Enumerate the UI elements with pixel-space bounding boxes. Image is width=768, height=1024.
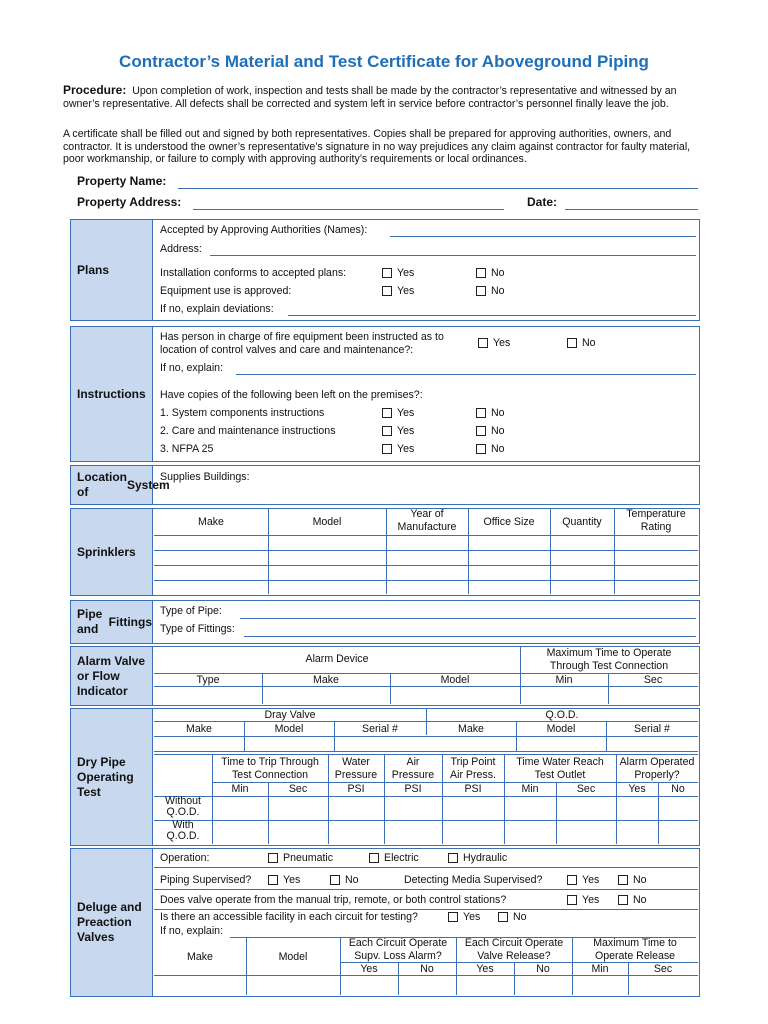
tp-2: Air Press.	[450, 768, 496, 781]
procedure-p1	[63, 84, 706, 110]
deluge-label-3: Valves	[77, 930, 115, 944]
instructed-ifno-label: If no, explain:	[160, 362, 224, 374]
dry-psi-1: PSI	[347, 783, 365, 795]
deviations-label: If no, explain deviations:	[160, 303, 274, 315]
detecting-label: Detecting Media Supervised?	[404, 874, 543, 886]
dry-sec-2: Sec	[576, 783, 596, 795]
dry-psi-3: PSI	[464, 783, 482, 795]
facility-no-checkbox[interactable]	[498, 912, 508, 922]
dry-model-2: Model	[546, 723, 576, 735]
dry-min-1: Min	[231, 783, 249, 795]
hydraulic-label: Hydraulic	[463, 852, 508, 864]
facility-yes-checkbox[interactable]	[448, 912, 458, 922]
copies-item-1: 1. System components instructions	[160, 407, 325, 419]
sprinklers-label: Sprinklers	[71, 509, 153, 595]
dry-serial-2: Serial #	[634, 723, 670, 735]
deluge-circuit-alarm-header	[340, 937, 456, 962]
item2-yes-checkbox[interactable]	[382, 426, 392, 436]
copies-item-2: 2. Care and maintenance instructions	[160, 425, 336, 437]
aop-2: Properly?	[634, 768, 680, 781]
copies-item-3: 3. NFPA 25	[160, 443, 214, 455]
trip-point-header	[442, 756, 504, 781]
manual-yes-checkbox[interactable]	[567, 895, 577, 905]
conforms-label: Installation conforms to accepted plans:	[160, 267, 347, 279]
alarm-sec-header: Sec	[643, 674, 663, 686]
dry-make-2: Make	[458, 723, 484, 735]
address-field[interactable]	[210, 255, 696, 256]
item1-no-label: No	[491, 407, 505, 419]
deluge-yes-1: Yes	[360, 963, 378, 975]
detecting-yes-checkbox[interactable]	[567, 875, 577, 885]
dry-no: No	[671, 783, 685, 795]
time-water-reach-header	[504, 756, 616, 781]
alarm-make-header: Make	[313, 674, 339, 686]
piping-no-label: No	[345, 874, 359, 886]
manual-no-checkbox[interactable]	[618, 895, 628, 905]
dry-pipe-label	[71, 709, 153, 845]
item1-yes-checkbox[interactable]	[382, 408, 392, 418]
pipe-label-1: Pipe and	[77, 607, 103, 636]
item2-no-checkbox[interactable]	[476, 426, 486, 436]
accepted-field[interactable]	[390, 236, 696, 237]
piping-no-checkbox[interactable]	[330, 875, 340, 885]
copies-label: Have copies of the following been left on the premises?:	[160, 389, 423, 401]
conforms-yes-checkbox[interactable]	[382, 268, 392, 278]
instructed-q1: Has person in charge of fire equipment been instructed as to	[160, 331, 444, 343]
equipment-label: Equipment use is approved:	[160, 285, 292, 297]
alarm-min-header: Min	[555, 674, 573, 686]
operation-label: Operation:	[160, 852, 210, 864]
page-title: Contractor’s Material and Test Certificate for Aboveground Piping	[119, 52, 649, 71]
equipment-yes-label: Yes	[397, 285, 415, 297]
piping-supervised-label: Piping Supervised?	[160, 874, 252, 886]
deluge-label-1: Deluge and	[77, 900, 142, 914]
item2-yes-label: Yes	[397, 425, 415, 437]
equipment-no-checkbox[interactable]	[476, 286, 486, 296]
instructed-yes-label: Yes	[493, 337, 511, 349]
qod-header: Q.O.D.	[545, 709, 579, 721]
location-label	[71, 466, 170, 504]
date-label: Date:	[527, 195, 558, 209]
electric-label: Electric	[384, 852, 419, 864]
conforms-no-label: No	[491, 267, 505, 279]
type-of-pipe-label: Type of Pipe:	[160, 605, 222, 617]
address-label: Address:	[160, 243, 202, 255]
type-of-fittings-label: Type of Fittings:	[160, 623, 235, 635]
pipe-label-2: Fittings	[108, 614, 152, 629]
without-qod-label	[154, 796, 212, 818]
manual-no-label: No	[633, 894, 647, 906]
deluge-make-header: Make	[187, 951, 213, 963]
col-model: Model	[312, 516, 342, 528]
col-office-size: Office Size	[483, 516, 535, 528]
conforms-yes-label: Yes	[397, 267, 415, 279]
equipment-no-label: No	[491, 285, 505, 297]
alarm-label	[71, 647, 153, 705]
dray-valve-header: Dray Valve	[264, 709, 316, 721]
ec2-a: Each Circuit Operate	[464, 937, 564, 949]
property-address-field[interactable]	[193, 209, 504, 210]
item3-yes-checkbox[interactable]	[382, 444, 392, 454]
instructions-label: Instructions	[71, 327, 153, 461]
property-address-label: Property Address:	[77, 195, 182, 209]
item1-no-checkbox[interactable]	[476, 408, 486, 418]
alarm-max-time-header	[520, 647, 698, 672]
ttt-2: Test Connection	[232, 768, 308, 781]
facility-label: Is there an accessible facility in each circuit for testing?	[160, 911, 418, 923]
deluge-model-header: Model	[278, 951, 308, 963]
ap-1: Air	[406, 756, 420, 768]
deluge-max-time-header	[572, 937, 698, 962]
hydraulic-checkbox[interactable]	[448, 853, 458, 863]
ap-2: Pressure	[391, 768, 435, 781]
procedure-text: Upon completion of work, inspection and tests shall be made by the contractor’s representative and witnessed by an owner’s representative. All defects shall be corrected and system left in service before contractor’s personnel finally leave the job.	[63, 85, 677, 110]
alarm-max-time-2: Through Test Connection	[549, 659, 669, 672]
instructed-yes-checkbox[interactable]	[478, 338, 488, 348]
type-of-fittings-field[interactable]	[244, 636, 696, 637]
mx-2: Operate Release	[594, 949, 676, 962]
ec2-b: Valve Release?	[477, 949, 551, 962]
plans-label: Plans	[71, 220, 153, 320]
instructed-no-label: No	[582, 337, 596, 349]
dry-serial-1: Serial #	[362, 723, 398, 735]
deluge-label	[71, 849, 153, 996]
col-make: Make	[198, 516, 224, 528]
with-2: Q.O.D.	[166, 830, 200, 842]
alarm-label-2: or Flow	[77, 668, 120, 683]
pneumatic-label: Pneumatic	[283, 852, 334, 864]
dry-min-2: Min	[521, 783, 539, 795]
supplies-label: Supplies Buildings:	[160, 471, 250, 483]
manual-trip-label: Does valve operate from the manual trip, remote, or both control stations?	[160, 894, 507, 906]
deluge-circuit-release-header	[456, 937, 572, 962]
dry-yes: Yes	[628, 783, 646, 795]
wp-2: Pressure	[334, 768, 378, 781]
item2-no-label: No	[491, 425, 505, 437]
ec1-a: Each Circuit Operate	[348, 937, 448, 949]
item3-no-label: No	[491, 443, 505, 455]
time-to-trip-header	[212, 756, 328, 781]
accepted-label: Accepted by Approving Authorities (Names):	[160, 224, 368, 236]
deviations-field[interactable]	[288, 315, 696, 316]
facility-no-label: No	[513, 911, 527, 923]
instructed-ifno-field[interactable]	[236, 374, 696, 375]
twr-1: Time Water Reach	[516, 756, 604, 768]
without-2: Q.O.D.	[166, 806, 200, 818]
procedure-label: Procedure:	[63, 83, 127, 97]
col-year: Year of Manufacture	[397, 508, 457, 533]
dry-psi-2: PSI	[404, 783, 422, 795]
deluge-no-1: No	[420, 963, 434, 975]
detecting-no-label: No	[633, 874, 647, 886]
without-1: Without	[165, 795, 201, 807]
aop-1: Alarm Operated	[619, 756, 695, 768]
pneumatic-checkbox[interactable]	[268, 853, 278, 863]
twr-2: Test Outlet	[534, 768, 586, 781]
facility-ifno-label: If no, explain:	[160, 925, 224, 937]
electric-checkbox[interactable]	[369, 853, 379, 863]
dry-make-1: Make	[186, 723, 212, 735]
item1-yes-label: Yes	[397, 407, 415, 419]
dry-sec-1: Sec	[288, 783, 308, 795]
ttt-1: Time to Trip Through	[221, 756, 319, 768]
item3-no-checkbox[interactable]	[476, 444, 486, 454]
dry-label-1: Dry Pipe	[77, 754, 126, 769]
item3-yes-label: Yes	[397, 443, 415, 455]
conforms-no-checkbox[interactable]	[476, 268, 486, 278]
alarm-label-1: Alarm Valve	[77, 653, 146, 668]
date-field[interactable]	[565, 209, 698, 210]
procedure-p2: A certificate shall be filled out and signed by both representatives. Copies shall be prepared for approving authorities, owners, and contractor. It is understood the owner’s representative’s signature in no way prejudices any claim against contractor for faulty material, poor workmanship, or failure to comply with approving authority’s requirements or local ordinances.	[63, 128, 691, 165]
col-temperature: Temperature Rating	[626, 508, 686, 533]
piping-yes-label: Yes	[283, 874, 301, 886]
wp-1: Water	[342, 756, 370, 768]
location-label-2: System	[127, 477, 170, 492]
location-label-1: Location of	[77, 470, 127, 499]
alarm-label-3: Indicator	[77, 683, 128, 698]
piping-yes-checkbox[interactable]	[268, 875, 278, 885]
ec1-b: Supv. Loss Alarm?	[354, 949, 442, 962]
pipe-label	[71, 601, 153, 643]
type-of-pipe-field[interactable]	[240, 618, 696, 619]
dry-label-3: Test	[77, 784, 101, 799]
property-name-field[interactable]	[178, 188, 698, 189]
dry-model-1: Model	[274, 723, 304, 735]
deluge-min: Min	[591, 963, 609, 975]
alarm-type-header: Type	[196, 674, 220, 686]
alarm-max-time-1: Maximum Time to Operate	[546, 647, 672, 659]
deluge-yes-2: Yes	[476, 963, 494, 975]
manual-yes-label: Yes	[582, 894, 600, 906]
deluge-label-2: Preaction	[77, 915, 132, 929]
detecting-no-checkbox[interactable]	[618, 875, 628, 885]
with-qod-label	[154, 820, 212, 842]
facility-yes-label: Yes	[463, 911, 481, 923]
air-pressure-header	[384, 756, 442, 781]
with-1: With	[172, 819, 194, 831]
alarm-device-header: Alarm Device	[305, 653, 369, 665]
col-quantity: Quantity	[562, 516, 602, 528]
instructed-q2: location of control valves and care and maintenance?:	[160, 344, 414, 356]
deluge-no-2: No	[536, 963, 550, 975]
equipment-yes-checkbox[interactable]	[382, 286, 392, 296]
detecting-yes-label: Yes	[582, 874, 600, 886]
water-pressure-header	[328, 756, 384, 781]
tp-1: Trip Point	[450, 756, 496, 768]
alarm-model-header: Model	[440, 674, 470, 686]
property-name-label: Property Name:	[77, 174, 167, 188]
deluge-sec: Sec	[653, 963, 673, 975]
mx-1: Maximum Time to	[593, 937, 677, 949]
instructed-no-checkbox[interactable]	[567, 338, 577, 348]
dry-label-2: Operating	[77, 769, 134, 784]
alarm-operated-header	[616, 756, 698, 781]
